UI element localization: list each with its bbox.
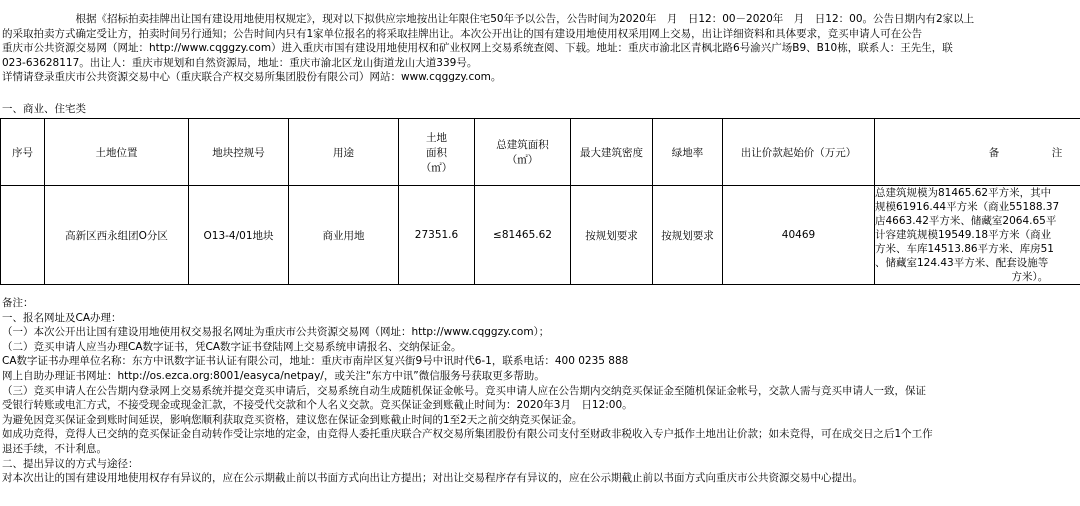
header-gfa [475,119,571,186]
header-area-line1: 土地 [426,131,447,144]
cell-green: 按规划要求 [653,186,723,285]
cell-density: 按规划要求 [571,186,653,285]
cell-area: 27351.6 [399,186,475,285]
header-remark: 备 注 [875,119,1080,186]
remark-line: 、储藏室124.43平方米、配套设施等 [875,257,1049,269]
remark-line: 店4663.42平方米、储藏室2064.65平 [875,215,1057,227]
note-line: （一）本次公开出让国有建设用地使用权交易报名网址为重庆市公共资源交易网（网址：http://www.cqggzy.com）； [2,326,550,339]
remark-line: 规模61916.44平方米（商业55188.37 [875,201,1060,213]
note-line: 退还手续，不计利息。 [2,442,107,455]
note-line: 二、提出异议的方式与途径： [2,457,139,470]
header-location: 土地位置 [45,119,189,186]
cell-location: 高新区西永组团O分区 [45,186,189,285]
header-parcel-code: 地块控规号 [189,119,289,186]
header-green: 绿地率 [653,119,723,186]
note-line: 为避免因竞买保证金到账时间延误，影响您顺利获取竞买资格，建议您在保证金到账截止时间的1至2天之前交纳竞买保证金。 [2,413,583,426]
header-area-line2: 面积 [426,146,447,159]
table-row [1,186,1080,285]
header-seq: 序号 [1,119,45,186]
note-line: 对本次出让的国有建设用地使用权存有异议的，应在公示期截止前以书面方式向出让方提出；对出让交易程序存有异议的，应在公示期截止前以书面方式向重庆市公共资源交易中心提出。 [2,472,863,485]
table-header-row [1,119,1080,186]
section-title: 一、商业、住宅类 [2,103,86,115]
note-line: 受银行转账或电汇方式，不接受现金或现金汇款，不接受代交款和个人名义交款。竞买保证金到账截止时间为：2020年3月 日12:00。 [2,399,633,412]
intro-line: 根据《招标拍卖挂牌出让国有建设用地使用权规定》，现对以下拟供应宗地按出让年限住宅50年予以公告，公告时间为2020年 月 日12：00－2020年 月 日12：00。公告日期内有2家以上 [2,13,975,25]
intro-line: 的采取拍卖方式确定受让方，拍卖时间另行通知；公告时间内只有1家单位报名的将采取挂牌出让。本次公开出让的国有建设用地使用权采用网上交易，出让详细资料和具体要求，竞买申请人可在公告 [2,27,923,40]
cell-use: 商业用地 [289,186,399,285]
notes-section [2,296,1080,486]
note-line: （二）竞买申请人应当办理CA数字证书，凭CA数字证书登陆网上交易系统申请报名、交纳保证金。 [2,340,462,353]
cell-seq [1,186,45,285]
cell-price: 40469 [723,186,875,285]
note-line: 一、报名网址及CA办理： [2,311,122,324]
remark-line: 总建筑规模为81465.62平方米，其中 [875,187,1052,199]
land-parcel-table [0,118,1080,285]
header-density: 最大建筑密度 [571,119,653,186]
intro-line: 023-63628117。出让人：重庆市规划和自然资源局，地址：重庆市渝北区龙山街道龙山大道339号。 [2,56,478,69]
header-gfa-line1: 总建筑面积 [496,139,549,151]
note-line: CA数字证书办理单位名称：东方中讯数字证书认证有限公司，地址：重庆市南岸区复兴街9号中讯时代6-1，联系电话：400 0235 888 [2,355,629,368]
header-area-unit: （㎡） [420,161,453,174]
cell-parcel-code: O13-4/01地块 [189,186,289,285]
note-line: （三）竞买申请人在公告期内登录网上交易系统并提交竞买申请后，交易系统自动生成随机保证金帐号。竞买申请人应在公告期内交纳竞买保证金至随机保证金帐号，交款人需与竞买申请人一致，保证 [2,384,926,397]
header-area [399,119,475,186]
intro-line: 重庆市公共资源交易网（网址：http://www.cqggzy.com）进入重庆市国有建设用地使用权和矿业权网上交易系统查阅、下载。地址：重庆市渝北区青枫北路6号渝兴广场B9、B10栋，联系人：王先生，联 [2,42,953,54]
remark-line: 计容建筑规模19549.18平方米（商业 [875,229,1052,241]
remark-line: 方米）。 [875,271,1049,283]
note-line: 备注： [2,297,34,309]
intro-line: 详情请登录重庆市公共资源交易中心（重庆联合产权交易所集团股份有限公司）网站：www.cqggzy.com。 [2,71,502,83]
note-line: 如成功竞得，竞得人已交纳的竞买保证金自动转作受让宗地的定金，由竞得人委托重庆联合产权交易所集团股份有限公司支付至财政非税收入专户抵作土地出让价款；如未竞得，可在成交日之后1个工作 [2,428,933,441]
cell-remark [875,186,1080,285]
announcement-intro [2,12,1080,85]
cell-gfa: ≤81465.62 [475,186,571,285]
header-gfa-unit: （㎡） [506,154,539,166]
header-price: 出让价款起始价（万元） [723,119,875,186]
header-use: 用途 [289,119,399,186]
remark-line: 方米、车库14513.86平方米、库房51 [875,243,1054,255]
note-line: 网上自助办理证书网址：http://os.ezca.org:8001/easyca/netpay/，或关注“东方中讯”微信服务号获取更多帮助。 [2,369,545,382]
